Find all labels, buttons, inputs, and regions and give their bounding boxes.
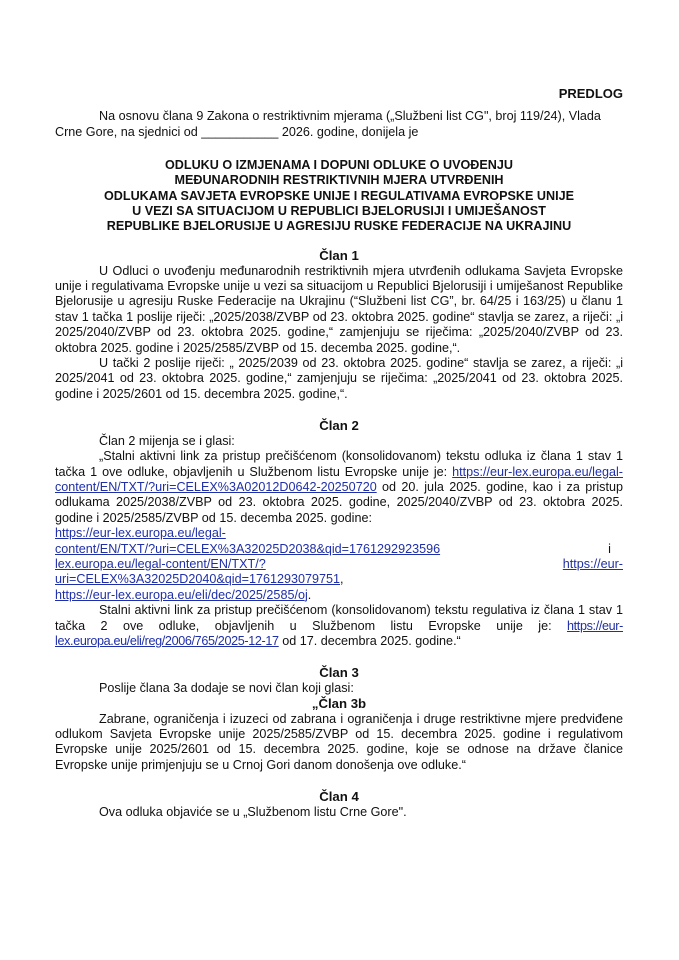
document-status-label: PREDLOG xyxy=(558,86,623,101)
eur-lex-consolidated-decision-link[interactable]: https://eur-lex.europa.eu/legal-content/EN/TXT/?uri=CELEX%3A02012D0642-20250720 xyxy=(55,464,623,494)
title-line: ODLUKU O IZMJENAMA I DOPUNI ODLUKE O UVOĐENJU xyxy=(165,158,513,173)
preamble xyxy=(55,109,623,140)
title-line: ODLUKAMA SAVJETA EVROPSKE UNIJE I REGULATIVAMA EVROPSKE UNIJE xyxy=(104,188,574,203)
article-paragraph xyxy=(55,449,623,603)
paragraph-text: Stalni aktivni link za pristup prečišćenom (konsolidovanom) tekstu regulativa iz člana 1 stav 1 tačka 2 ove odluke, objavljenih u Službenom listu Evropske unije je: xyxy=(55,603,623,633)
conjunction-text: i xyxy=(608,541,611,556)
title-line: U VEZI SA SITUACIJOM U REPUBLICI BJELORUSIJI I UMIJEŠANOST xyxy=(132,203,546,218)
link-text: https://eur- xyxy=(562,556,623,571)
eur-lex-regulation-link[interactable]: https://eur-lex.europa.eu/eli/reg/2006/765/2025-12-17 xyxy=(55,618,623,648)
document-page xyxy=(55,86,623,820)
eur-lex-decision-2585-link[interactable]: https://eur-lex.europa.eu/eli/dec/2025/2585/oj xyxy=(55,587,308,602)
link-text: https://eur-lex.europa.eu/legal- xyxy=(55,526,226,541)
eur-lex-decision-2040-link-continued[interactable]: lex.europa.eu/legal-content/EN/TXT/?uri=CELEX%3A32025D2040&qid=1761293079751 xyxy=(55,556,340,587)
punctuation: , xyxy=(340,572,344,587)
article-4 xyxy=(55,789,623,820)
title-line: REPUBLIKE BJELORUSIJE U AGRESIJU RUSKE FEDERACIJE NA UKRAJINU xyxy=(106,219,572,234)
article-3 xyxy=(55,665,623,773)
article-intro: Poslije člana 3a dodaje se novi član koji glasi: xyxy=(99,680,354,695)
preamble-line-1: Na osnovu člana 9 Zakona o restriktivnim mjerama („Službeni list CG", broj 119/24), Vlada xyxy=(99,109,601,124)
link-text: content/EN/TXT/?uri=CELEX%3A32025D2038&qid=1761292923596 xyxy=(55,541,441,556)
paragraph-text: od 20. jula 2025. godine, kao i za pristup odlukama 2025/2038/ZVBP od 23. oktobra 2025. godine, 2025/2040/ZVBP od 23. oktobra 2025. godine i 2025/2585/ZVBP od 15. decemba 2025. godine: xyxy=(55,479,623,525)
article-paragraph: U tački 2 poslije riječi: „ 2025/2039 od 23. oktobra 2025. godine“ stavlja se zarez, a riječi: „i 2025/2041 od 23. oktobra 2025. godine,“ zamjenjuju se riječima: „2025/2041 od 23. oktobra 2025. godine i 2025/2601 od 15. decembra 2025. godine,“. xyxy=(55,356,623,401)
article-2 xyxy=(55,418,623,649)
punctuation: . xyxy=(307,587,312,602)
article-heading: Član 1 xyxy=(319,248,359,264)
eur-lex-decision-2040-link[interactable] xyxy=(519,557,623,572)
paragraph-text: „Stalni aktivni link za pristup prečišćenom (konsolidovanom) tekstu odluka iz člana 1 stav 1 tačka 1 ove odluke, objavljenih u Službenom listu Evropske unije je: xyxy=(55,449,623,479)
article-heading: Član 4 xyxy=(319,789,359,805)
preamble-line-2: Crne Gore, na sjednici od ___________ 2026. godine, donijela je xyxy=(55,124,419,139)
eur-lex-decision-2038-link[interactable] xyxy=(55,526,440,555)
article-intro: Član 2 mijenja se i glasi: xyxy=(99,433,235,448)
article-heading: Član 3 xyxy=(319,665,359,681)
title-line: MEĐUNARODNIH RESTRIKTIVNIH MJERA UTVRĐENIH xyxy=(174,173,504,188)
article-paragraph: Ova odluka objaviće se u „Službenom listu Crne Gore". xyxy=(99,804,407,819)
article-1 xyxy=(55,248,623,402)
article-paragraph: U Odluci o uvođenju međunarodnih restriktivnih mjera utvrđenih odlukama Savjeta Evropske unije i regulativama Evropske unije u vezi sa situacijom u Republici Bjelorusiji i umiješanost Republike Bjelorusije u agresiju Ruske Federacije na Ukrajinu (“Službeni list CG”, br. 64/25 i 163/25) u članu 1 stav 1 tačka 1 poslije riječi: „2025/2038/ZVBP od 23. oktobra 2025. godine“ stavlja se zarez, a riječi: „i 2025/2040/ZVBP od 23. oktobra 2025. godine,“ zamjenjuju se riječima: „2025/2040/ZVBP od 23. oktobra 2025. godine i 2025/2585/ZVBP od 15. decemba 2025. godine,“. xyxy=(55,263,623,355)
article-paragraph xyxy=(55,603,623,649)
article-heading: Član 2 xyxy=(319,418,359,434)
new-article-heading: „Član 3b xyxy=(311,696,367,712)
paragraph-text: od 17. decembra 2025. godine.“ xyxy=(278,633,461,648)
document-title xyxy=(55,158,623,234)
article-paragraph: Zabrane, ograničenja i izuzeci od zabrana i ograničenja i druge restriktivne mjere predviđene odlukom Savjeta Evropske unije 2025/2585/ZVBP od 15. decembra 2025. godine i regulativom Evropske unije 2025/2601 od 15. decembra 2025. godine, koje se odnose na države članice Evropske unije primjenjuju se u Crnoj Gori danom donošenja ove odluke.“ xyxy=(55,711,623,772)
